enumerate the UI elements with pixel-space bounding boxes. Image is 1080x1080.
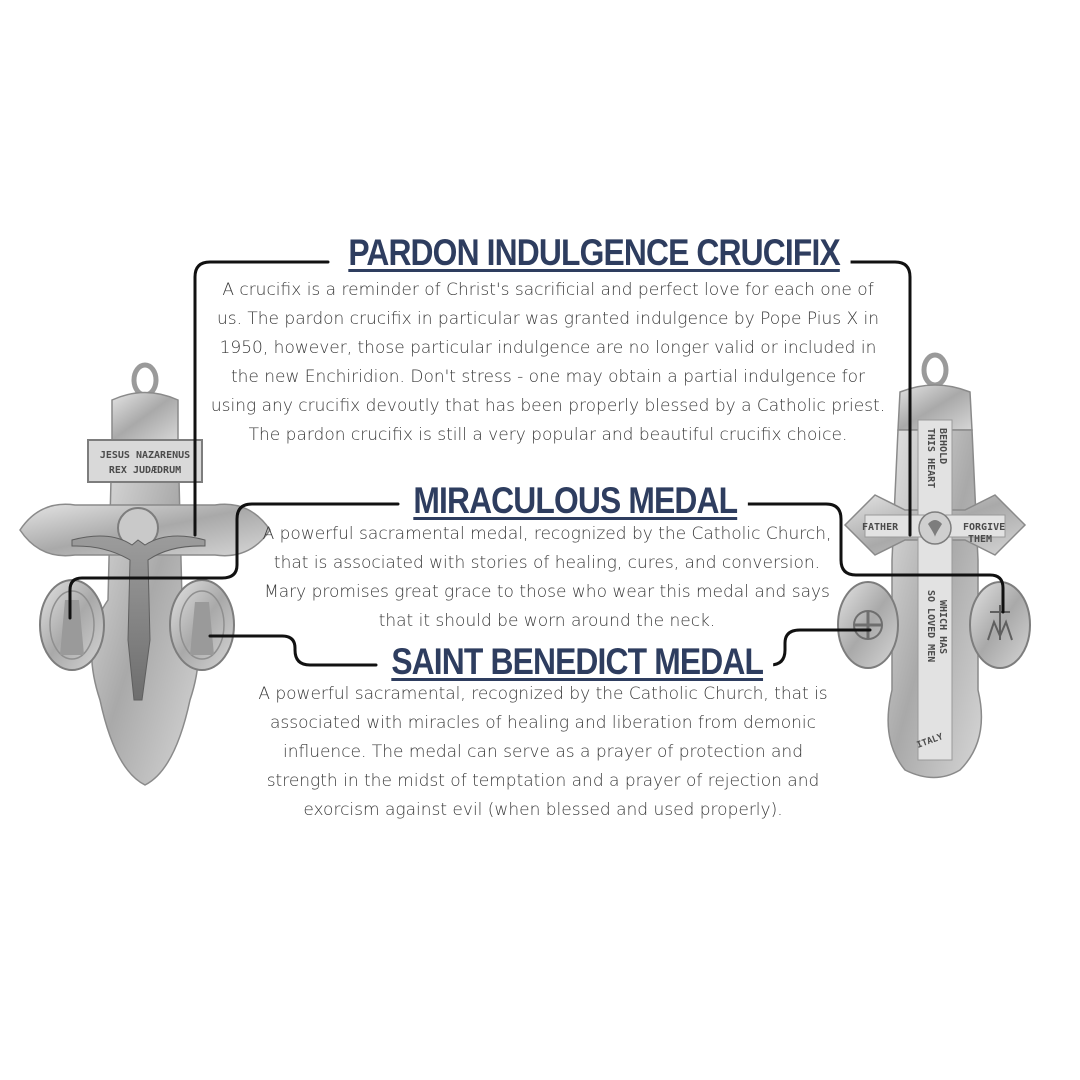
back-text-which-has: WHICH HAS [937,600,948,655]
body-saint-benedict-medal: A powerful sacramental, recognized by the Catholic Church, that is associated with miracles of healing and liberation from demonic influence. The medal can serve as a prayer of protection and strength in the midst of temptation and a prayer of rejection and exorcism against evil (when blessed and used properly). [258,684,828,820]
back-text-this-heart: THIS HEART [925,428,936,489]
back-text-forgive: FORGIVE [963,522,1006,533]
heading-pardon-crucifix: PARDON INDULGENCE CRUCIFIX [338,234,850,271]
back-text-behold: BEHOLD [937,428,948,465]
heading-miraculous-medal: MIRACULOUS MEDAL [403,482,748,519]
back-text-them: THEM [968,534,993,545]
connector-benedict-left [210,636,376,665]
crucifix-inscription-line-1: JESUS NAZARENUS [99,450,191,461]
crucifix-inscription-line-2: REX JUDÆDRUM [108,465,182,476]
back-text-so-loved-men: SO LOVED MEN [925,590,936,663]
body-pardon-crucifix: A crucifix is a reminder of Christ's sacrificial and perfect love for each one of us. The pardon crucifix in particular was granted indulgence by Pope Pius X in 1950, however, those particular indulgence are no longer valid or included in the new Enchiridion. Don't stress - one may obtain a partial indulgence for using any crucifix devoutly that has been properly blessed by a Catholic priest. The pardon crucifix is still a very popular and beautiful crucifix choice. [210,280,886,445]
back-text-italy: ITALY [915,732,945,751]
heading-saint-benedict-medal: SAINT BENEDICT MEDAL [381,643,773,680]
back-text-father: FATHER [862,522,899,533]
body-miraculous-medal: A powerful sacramental medal, recognized by the Catholic Church, that is associated with stories of healing, cures, and conversion. Mary promises great grace to those who wear this medal and says that it should be worn around the neck. [262,524,832,631]
